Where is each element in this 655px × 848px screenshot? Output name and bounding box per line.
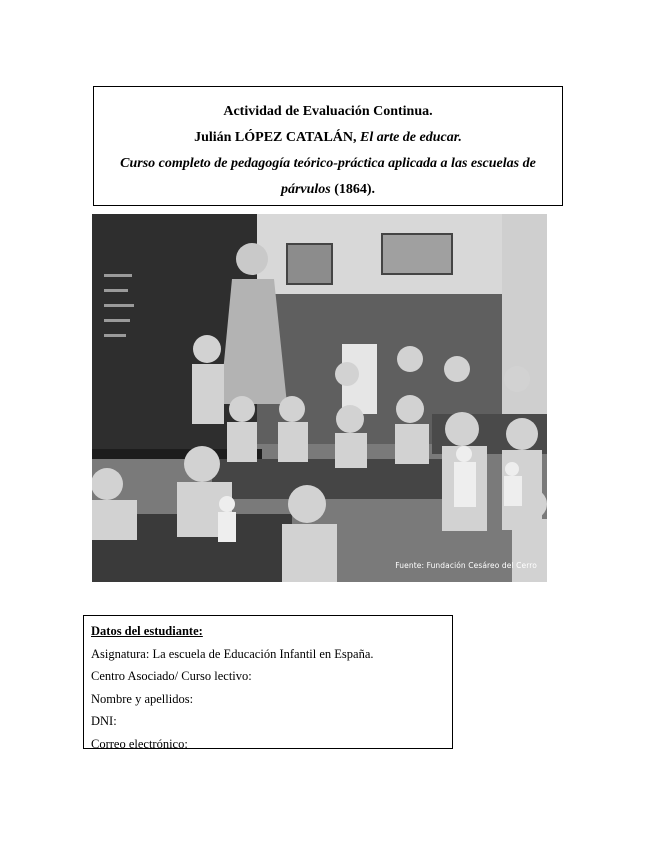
author-name: Julián LÓPEZ CATALÁN,: [194, 130, 357, 145]
book-subtitle-a: Curso completo de pedagogía teórico-práctica aplicada a las escuelas de: [120, 156, 536, 171]
title-box: [93, 86, 563, 206]
book-subtitle-b-line: [94, 177, 562, 203]
correo-field: Correo electrónico:: [91, 736, 188, 751]
photo-source-caption: Fuente: Fundación Cesáreo del Cerro: [395, 561, 537, 570]
author-line: [94, 125, 562, 151]
book-subtitle-b: párvulos: [280, 182, 331, 197]
classroom-photo: [92, 214, 547, 582]
book-title: El arte de educar.: [360, 130, 462, 145]
classroom-photo-illustration: [92, 214, 547, 582]
activity-title: Actividad de Evaluación Continua.: [223, 104, 433, 119]
centro-curso-field: Centro Asociado/ Curso lectivo:: [91, 669, 252, 683]
dni-field: DNI:: [91, 714, 117, 728]
asignatura-field: Asignatura: La escuela de Educación Infantil en España.: [91, 646, 374, 661]
nombre-apellidos-field: Nombre y apellidos:: [91, 691, 194, 706]
student-data-box: [83, 615, 453, 749]
student-data-heading: Datos del estudiante:: [91, 624, 203, 638]
book-year: (1864).: [334, 182, 376, 197]
